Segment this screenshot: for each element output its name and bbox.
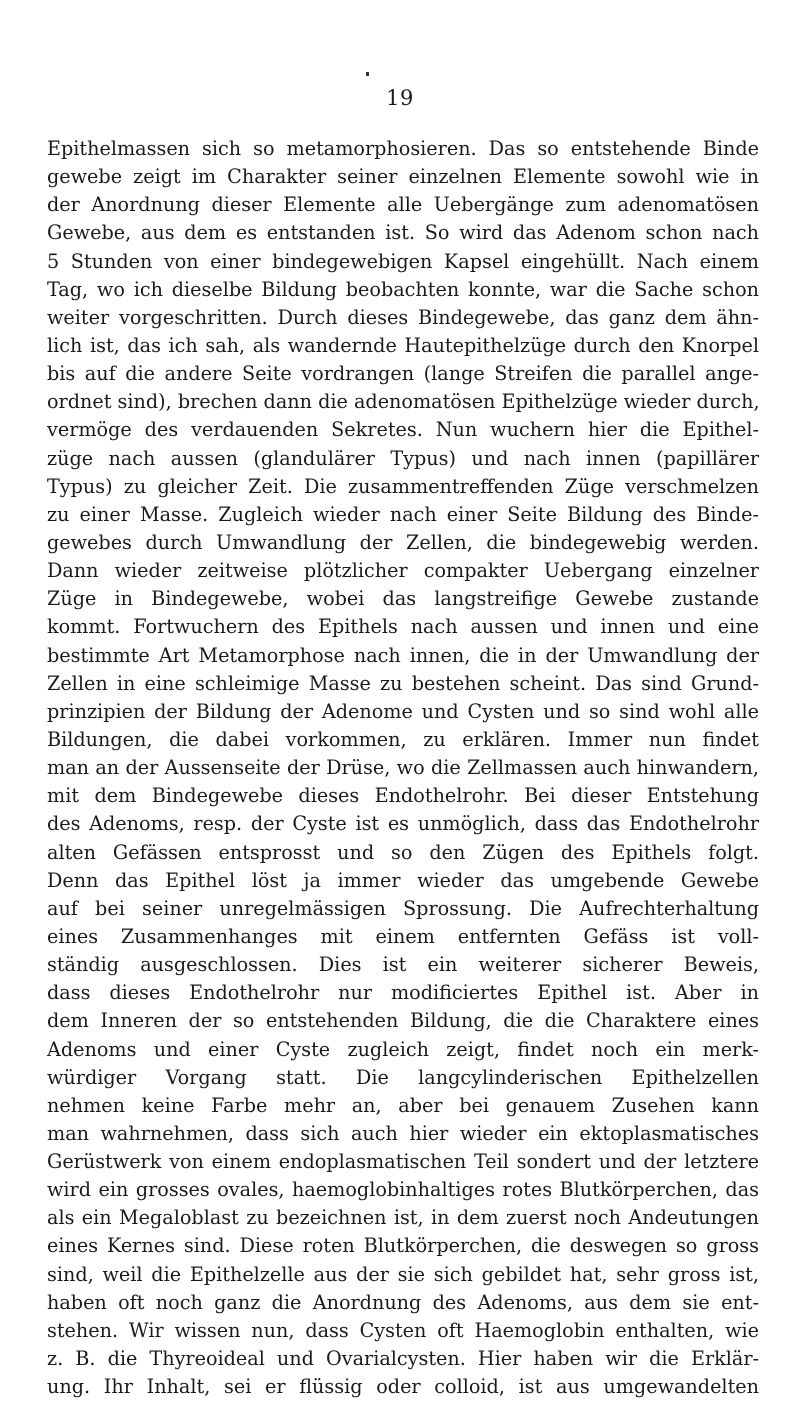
text-line: ung. Ihr Inhalt, sei er flüssig oder colloid, ist aus umgewandelten <box>47 1375 759 1399</box>
text-line: sind, weil die Epithelzelle aus der sie sich gebildet hat, sehr gross ist, <box>47 1262 759 1286</box>
text-line: Tag, wo ich dieselbe Bildung beobachten konnte, war die Sache schon <box>47 277 759 301</box>
text-line: nehmen keine Farbe mehr an, aber bei genauem Zusehen kann <box>47 1093 759 1117</box>
text-line: auf bei seiner unregelmässigen Sprossung. Die Aufrechterhaltung <box>47 896 759 920</box>
text-line: Denn das Epithel löst ja immer wieder das umgebende Gewebe <box>47 868 759 892</box>
text-line: würdiger Vorgang statt. Die langcylinderischen Epithelzellen <box>47 1065 759 1089</box>
body-text <box>47 135 759 1401</box>
text-line: Typus) zu gleicher Zeit. Die zusammentreffenden Züge verschmelzen <box>47 474 759 498</box>
text-line: ständig ausgeschlossen. Dies ist ein weiterer sicherer Beweis, <box>47 953 759 977</box>
text-line: alten Gefässen entsprosst und so den Zügen des Epithels folgt. <box>47 840 759 864</box>
text-line: man an der Aussenseite der Drüse, wo die Zellmassen auch hinwandern, <box>47 756 759 780</box>
text-line: ordnet sind), brechen dann die adenomatösen Epithelzüge wieder durch, <box>47 390 760 414</box>
text-line: Gerüstwerk von einem endoplasmatischen Teil sondert und der letztere <box>47 1150 759 1174</box>
text-line: Dann wieder zeitweise plötzlicher compakter Uebergang einzelner <box>47 559 759 583</box>
text-line: zu einer Masse. Zugleich wieder nach einer Seite Bildung des Binde- <box>47 502 759 526</box>
page-number: 19 <box>386 86 414 110</box>
text-line: Adenoms und einer Cyste zugleich zeigt, findet noch ein merk- <box>47 1037 759 1061</box>
text-line: Epithelmassen sich so metamorphosieren. Das so entstehende Binde <box>47 137 759 160</box>
text-line: weiter vorgeschritten. Durch dieses Bindegewebe, das ganz dem ähn- <box>47 305 759 329</box>
text-line: als ein Megaloblast zu bezeichnen ist, in dem zuerst noch Andeutungen <box>47 1206 759 1230</box>
text-line: 5 Stunden von einer bindegewebigen Kapsel eingehüllt. Nach einem <box>47 249 759 273</box>
text-line: kommt. Fortwuchern des Epithels nach aussen und innen und eine <box>47 615 759 639</box>
text-line: dass dieses Endothelrohr nur modificiertes Epithel ist. Aber in <box>47 981 759 1005</box>
text-line: bestimmte Art Metamorphose nach innen, die in der Umwandlung der <box>47 643 759 667</box>
text-line: lich ist, das ich sah, als wandernde Hautepithelzüge durch den Knorpel <box>47 333 759 357</box>
print-speck <box>366 72 369 76</box>
text-line: mit dem Bindegewebe dieses Endothelrohr. Bei dieser Entstehung <box>47 784 759 808</box>
text-line: stehen. Wir wissen nun, dass Cysten oft Haemoglobin enthalten, wie <box>47 1318 759 1342</box>
text-line: wird ein grosses ovales, haemoglobinhaltiges rotes Blutkörperchen, das <box>47 1178 759 1202</box>
text-line: z. B. die Thyreoideal und Ovarialcysten. Hier haben wir die Erklär- <box>47 1347 759 1371</box>
text-line: der Anordnung dieser Elemente alle Uebergänge zum adenomatösen <box>47 193 759 217</box>
text-line: bis auf die andere Seite vordrangen (lange Streifen die parallel ange- <box>47 362 759 386</box>
text-line: gewebes durch Umwandlung der Zellen, die bindegewebig werden. <box>47 530 759 554</box>
text-line: Gewebe, aus dem es entstanden ist. So wird das Adenom schon nach <box>47 221 759 245</box>
text-line: eines Kernes sind. Diese roten Blutkörperchen, die deswegen so gross <box>47 1234 759 1258</box>
text-line: vermöge des verdauenden Sekretes. Nun wuchern hier die Epithel- <box>47 418 759 442</box>
text-line: Züge in Bindegewebe, wobei das langstreifige Gewebe zustande <box>47 587 759 611</box>
text-line: man wahrnehmen, dass sich auch hier wieder ein ektoplasmatisches <box>47 1121 759 1145</box>
text-line: prinzipien der Bildung der Adenome und Cysten und so sind wohl alle <box>47 699 759 723</box>
text-line: gewebe zeigt im Charakter seiner einzelnen Elemente sowohl wie in <box>47 165 759 189</box>
text-line: züge nach aussen (glandulärer Typus) und nach innen (papillärer <box>47 446 759 470</box>
text-line: Zellen in eine schleimige Masse zu bestehen scheint. Das sind Grund- <box>47 671 759 695</box>
text-line: haben oft noch ganz die Anordnung des Adenoms, aus dem sie ent- <box>47 1290 759 1314</box>
text-line: eines Zusammenhanges mit einem entfernten Gefäss ist voll- <box>47 924 759 948</box>
text-line: des Adenoms, resp. der Cyste ist es unmöglich, dass das Endothelrohr <box>47 812 759 836</box>
text-line: Bildungen, die dabei vorkommen, zu erklären. Immer nun findet <box>47 727 759 751</box>
text-line: dem Inneren der so entstehenden Bildung, die die Charaktere eines <box>47 1009 759 1033</box>
